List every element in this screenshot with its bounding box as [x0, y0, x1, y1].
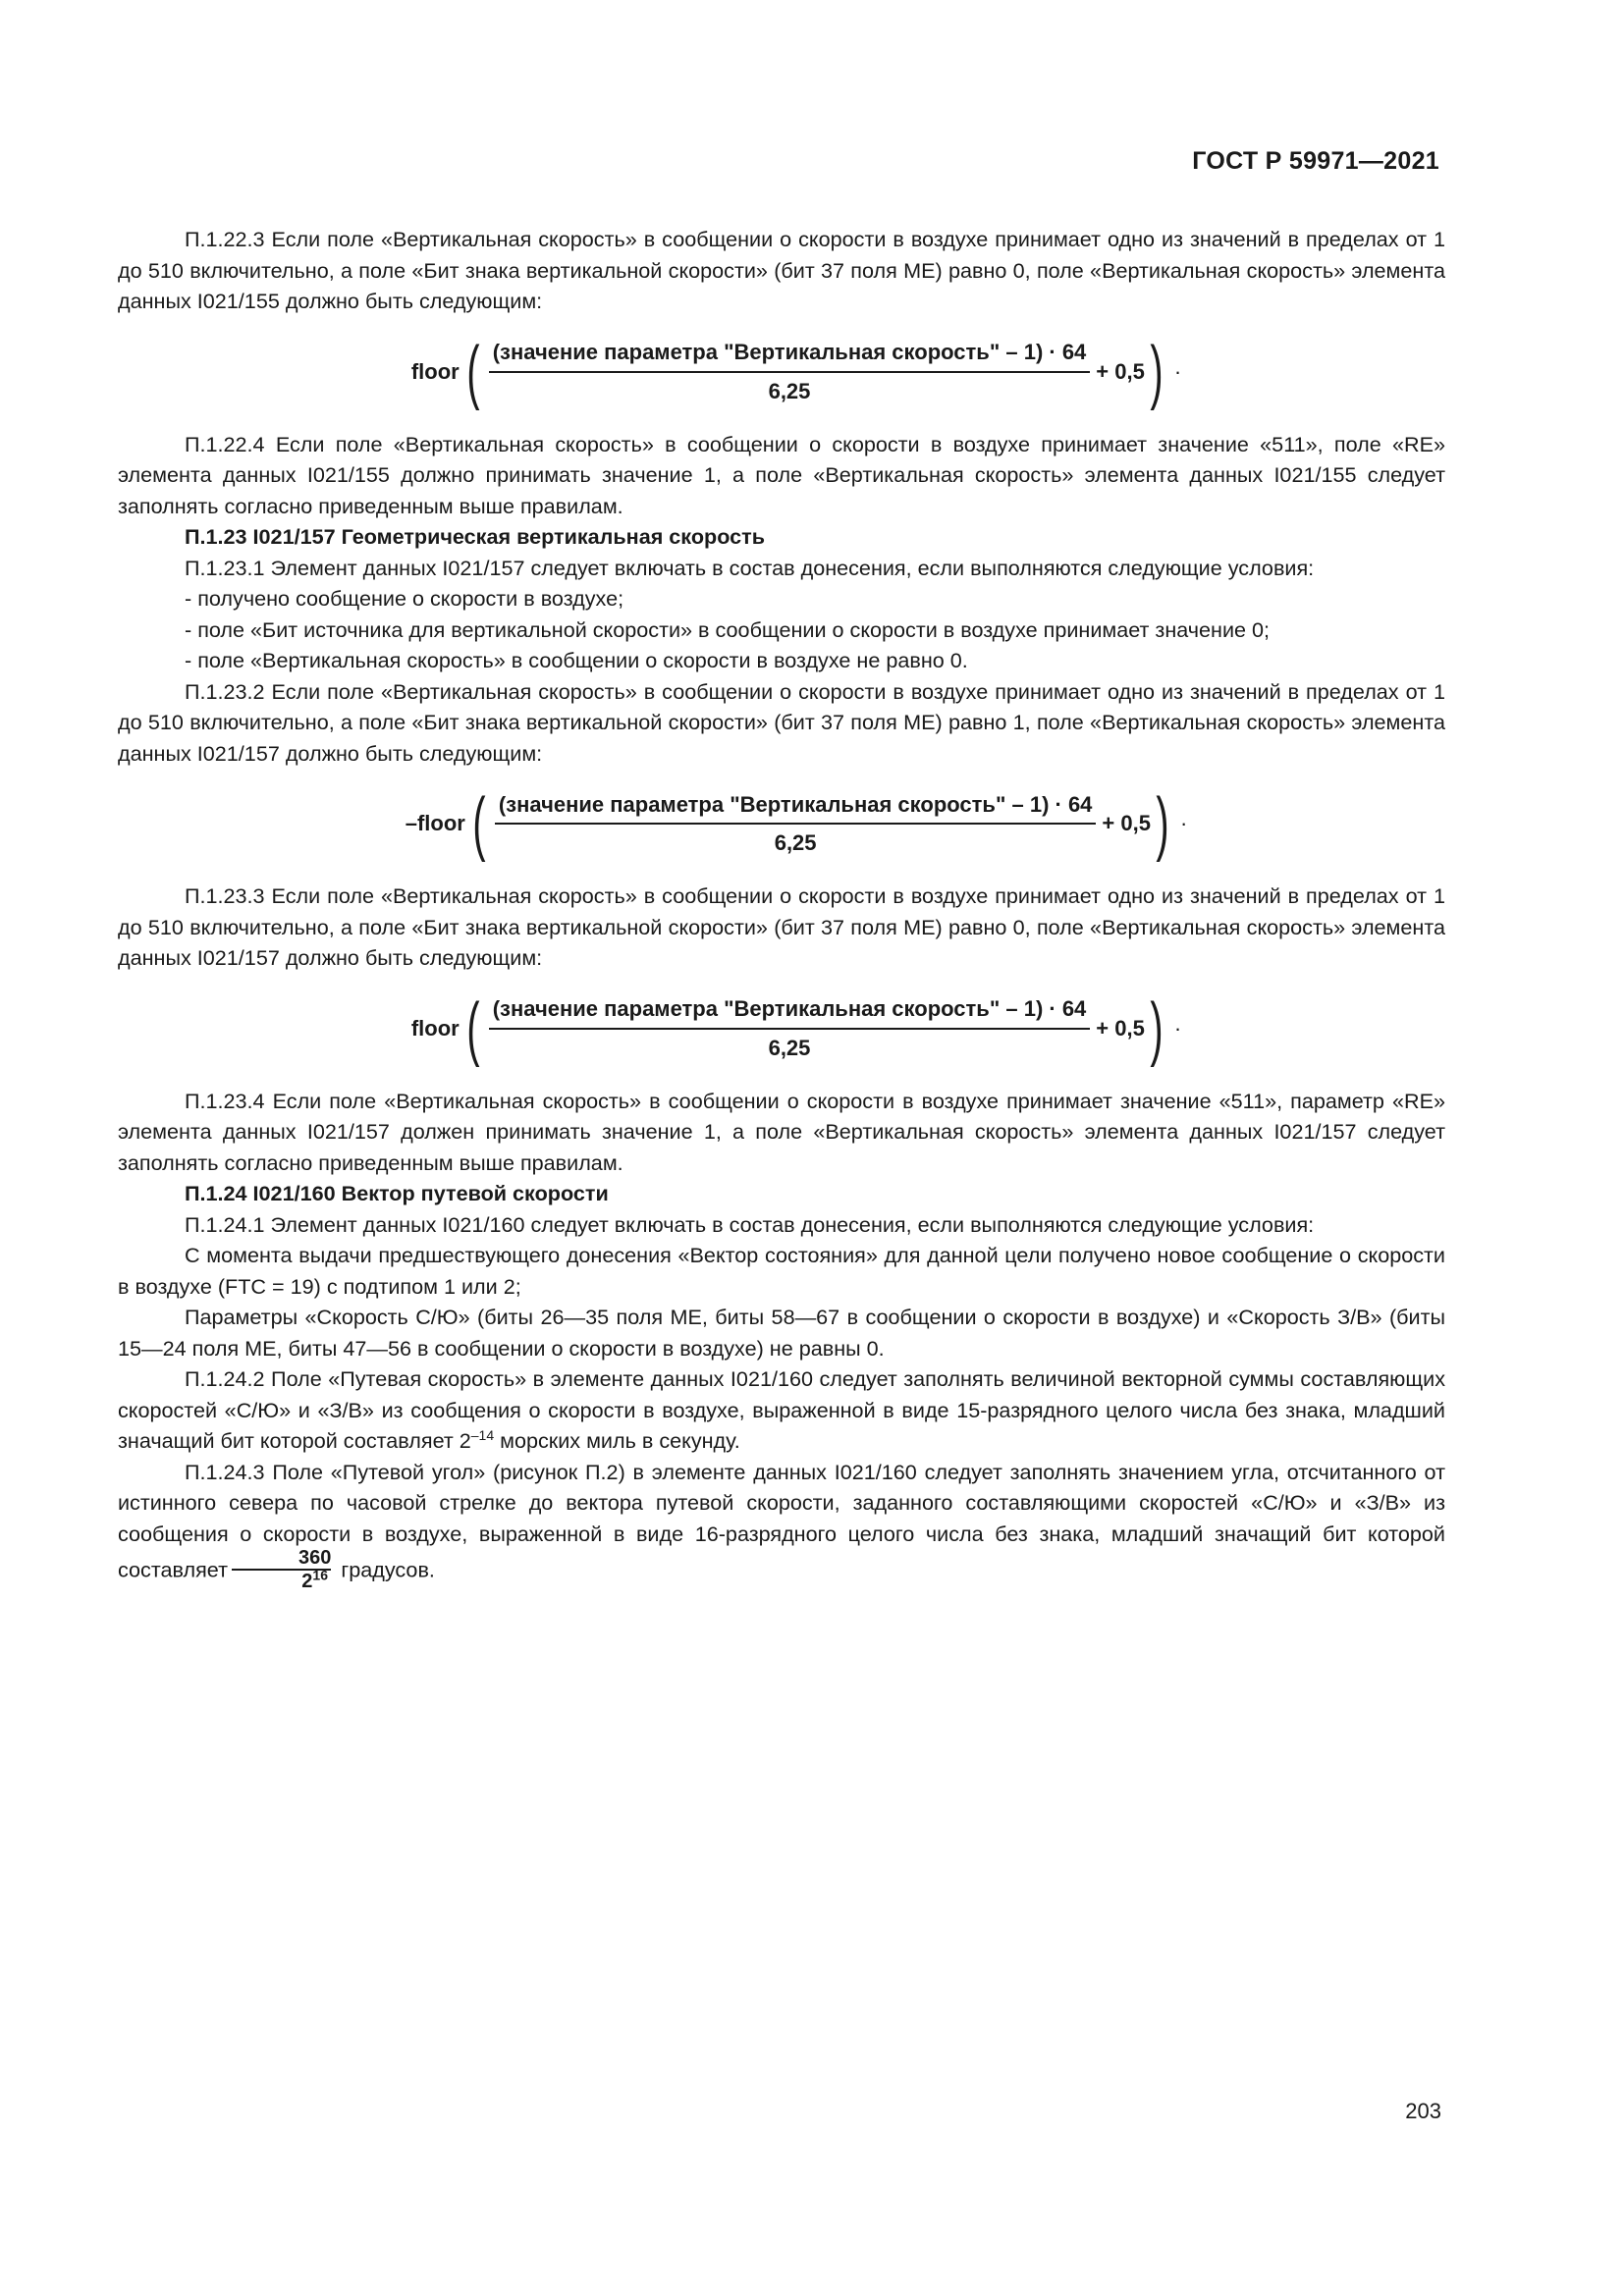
left-paren: ( — [466, 988, 480, 1068]
formula-2 — [118, 784, 1445, 863]
paragraph-text: П.1.24.2 Поле «Путевая скорость» в элементе данных I021/160 следует заполнять величиной векторной суммы составляющих скоростей «С/Ю» и «З/В» из сообщения о скорости в воздухе, выраженной в виде 15-разрядного целого числа без знака, младший значащий бит которой составляет 2 — [118, 1366, 1445, 1453]
list-item: - поле «Бит источника для вертикальной скорости» в сообщении о скорости в воздухе принимает значение 0; — [185, 616, 1271, 642]
paragraph-text: морских миль в секунду. — [494, 1428, 740, 1453]
list-item: - поле «Вертикальная скорость» в сообщении о скорости в воздухе не равно 0. — [185, 648, 968, 672]
inline-fraction-denominator — [235, 1567, 328, 1592]
paragraph-1-24-3 — [118, 1457, 1445, 1595]
paragraph-1-24-2 — [118, 1363, 1445, 1457]
denominator-base: 2 — [301, 1571, 313, 1592]
right-paren: ) — [1156, 784, 1169, 863]
formula-fraction — [495, 789, 1097, 859]
paragraph-1-22-3: П.1.22.3 Если поле «Вертикальная скорость» в сообщении о скорости в воздухе принимает одно из значений в пределах от 1 до 510 включительно, а поле «Бит знака вертикальной скорости» (бит 37 поля ME) равно 0, поле «Вертикальная скорость» элемента данных I021/155 должно быть следующим: — [118, 227, 1445, 313]
right-paren: ) — [1150, 332, 1164, 411]
formula-denominator: 6,25 — [768, 1035, 811, 1060]
formula-tail: + 0,5 — [1102, 811, 1151, 836]
list-item: - получено сообщение о скорости в воздухе; — [185, 586, 624, 611]
page-number: 203 — [1405, 2099, 1441, 2123]
paragraph-1-23-1: П.1.23.1 Элемент данных I021/157 следует включать в состав донесения, если выполняются следующие условия: — [185, 555, 1315, 580]
left-paren: ( — [466, 332, 480, 411]
paragraph-1-23-2: П.1.23.2 Если поле «Вертикальная скорость» в сообщении о скорости в воздухе принимает одно из значений в пределах от 1 до 510 включительно, а поле «Бит знака вертикальной скорости» (бит 37 поля ME) равно 1, поле «Вертикальная скорость» элемента данных I021/157 должно быть следующим: — [118, 678, 1445, 766]
condition-paragraph-2: Параметры «Скорость С/Ю» (биты 26—35 поля ME, биты 58—67 в сообщении о скорости в воздухе) и «Скорость З/В» (биты 15—24 поля ME, биты 47—56 в сообщении о скорости в воздухе) не равны 0. — [118, 1305, 1445, 1361]
formula-prefix: floor — [410, 358, 460, 384]
formula-end-mark: · — [1173, 1015, 1182, 1041]
paragraph-1-23-3: П.1.23.3 Если поле «Вертикальная скорость» в сообщении о скорости в воздухе принимает одно из значений в пределах от 1 до 510 включительно, а поле «Бит знака вертикальной скорости» (бит 37 поля ME) равно 0, поле «Вертикальная скорость» элемента данных I021/157 должно быть следующим: — [118, 883, 1445, 970]
formula-numerator: (значение параметра "Вертикальная скорость" – 1) · 64 — [492, 996, 1087, 1021]
formula-numerator: (значение параметра "Вертикальная скорость" – 1) · 64 — [498, 791, 1093, 817]
section-heading-1-24: П.1.24 I021/160 Вектор путевой скорости — [185, 1181, 609, 1205]
formula-3 — [118, 988, 1445, 1068]
formula-prefix: –floor — [405, 811, 465, 836]
document-body — [118, 224, 1445, 1594]
formula-tail: + 0,5 — [1096, 1015, 1145, 1041]
denominator-exponent: 16 — [312, 1567, 328, 1583]
paragraph-text: П.1.24.3 Поле «Путевой угол» (рисунок П.2) в элементе данных I021/160 следует заполнять значением угла, отсчитанного от истинного севера по часовой стрелке до вектора путевой скорости, заданного составляющими скоростей «С/Ю» и «З/В» из сообщения о скорости в воздухе, выраженной в виде 16-разрядного целого числа без знака, младший значащий бит которой составляет — [118, 1459, 1445, 1582]
left-paren: ( — [472, 784, 486, 863]
formula-denominator: 6,25 — [768, 378, 811, 403]
exponent: –14 — [470, 1426, 495, 1443]
formula-end-mark: · — [1179, 811, 1188, 836]
document-code-header: ГОСТ Р 59971—2021 — [1192, 147, 1439, 175]
section-heading-1-23: П.1.23 I021/157 Геометрическая вертикальная скорость — [185, 524, 765, 549]
formula-tail: + 0,5 — [1096, 358, 1145, 384]
condition-paragraph-1: С момента выдачи предшествующего донесения «Вектор состояния» для данной цели получено новое сообщение о скорости в воздухе (FTC = 19) с подтипом 1 или 2; — [118, 1243, 1445, 1299]
formula-prefix: floor — [410, 1015, 460, 1041]
formula-1 — [118, 332, 1445, 411]
formula-end-mark: · — [1173, 358, 1182, 384]
right-paren: ) — [1150, 988, 1164, 1068]
inline-fraction — [232, 1547, 331, 1592]
formula-denominator: 6,25 — [774, 830, 817, 855]
paragraph-1-22-4: П.1.22.4 Если поле «Вертикальная скорость» в сообщении о скорости в воздухе принимает значение «511», поле «RE» элемента данных I021/155 должно принимать значение 1, а поле «Вертикальная скорость» элемента данных I021/155 следует заполнять согласно приведенным выше правилам. — [118, 431, 1445, 518]
paragraph-text: градусов. — [335, 1557, 435, 1582]
paragraph-1-23-4: П.1.23.4 Если поле «Вертикальная скорость» в сообщении о скорости в воздухе принимает значение «511», параметр «RE» элемента данных I021/157 должен принимать значение 1, а поле «Вертикальная скорость» элемента данных I021/157 следует заполнять согласно приведенным выше правилам. — [118, 1088, 1445, 1175]
formula-fraction — [489, 993, 1091, 1063]
formula-numerator: (значение параметра "Вертикальная скорость" – 1) · 64 — [492, 340, 1087, 364]
inline-fraction-numerator: 360 — [298, 1547, 332, 1569]
paragraph-1-24-1: П.1.24.1 Элемент данных I021/160 следует включать в состав донесения, если выполняются следующие условия: — [185, 1211, 1315, 1237]
formula-fraction — [489, 337, 1091, 406]
